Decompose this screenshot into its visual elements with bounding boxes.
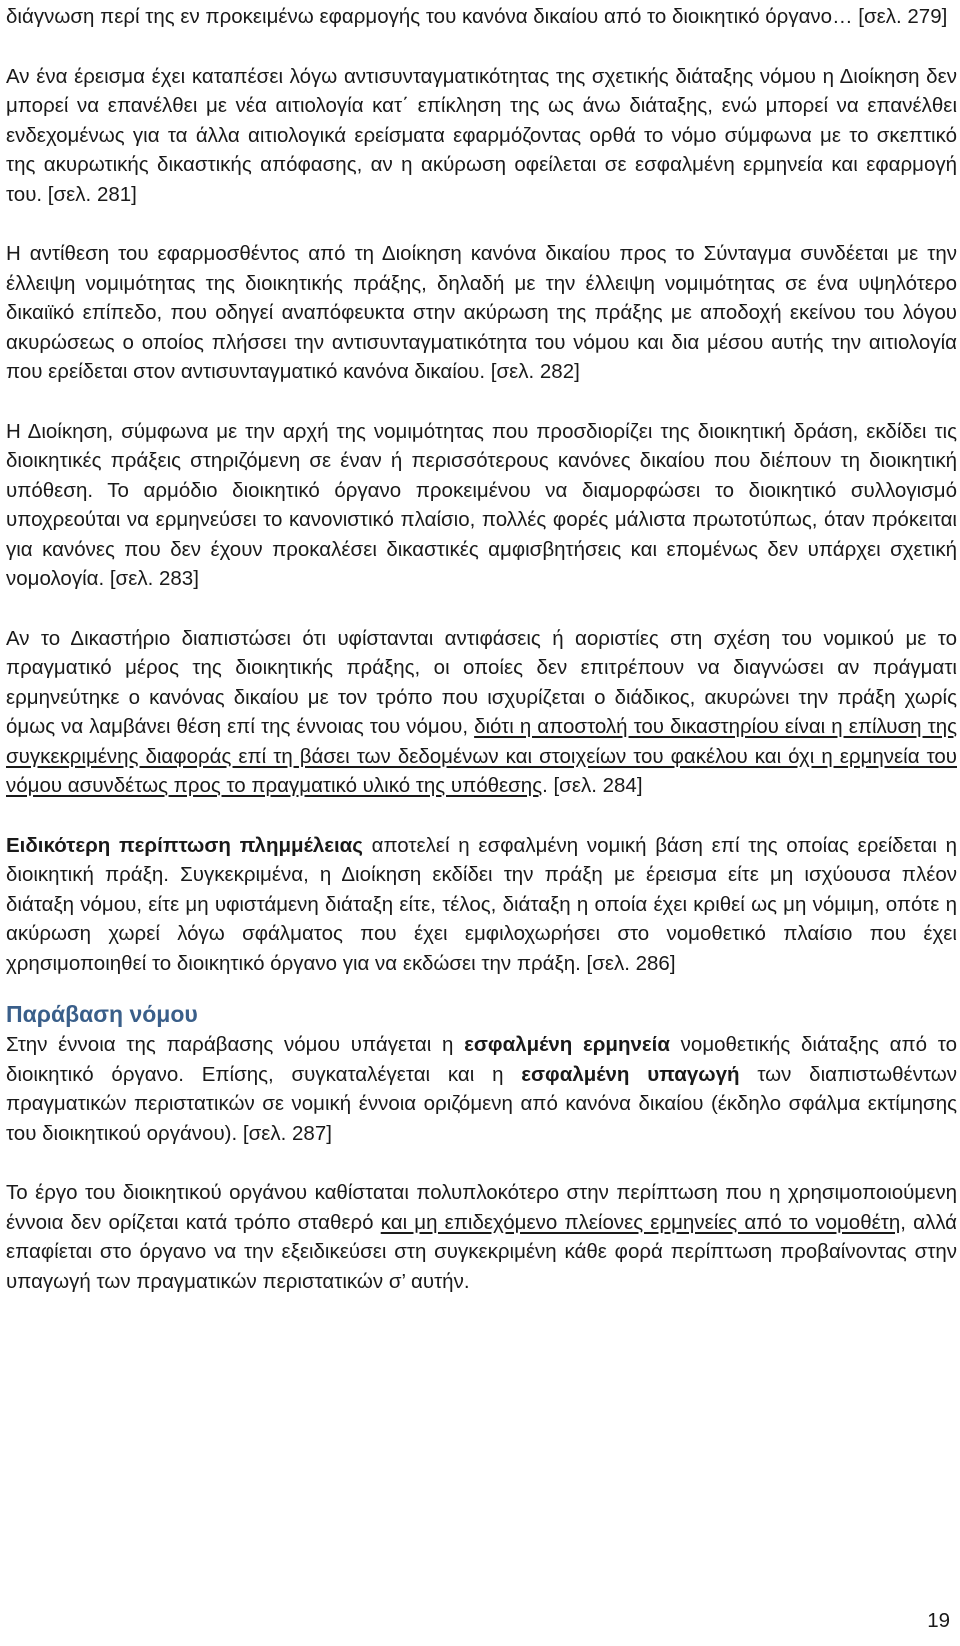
paragraph-3	[6, 239, 957, 387]
paragraph-8-text-b: , αλλά επαφίεται στο όργανο να την εξειδικεύσει στη συγκεκριμένη κάθε φορά περίπτωση προβαίνοντας στην υπαγωγή των πραγματικών περιστατικών σ’ αυτήν.	[6, 1210, 957, 1293]
paragraph-1-text: διάγνωση περί της εν προκειμένω εφαρμογής του κανόνα δικαίου από το διοικητικό όργανο… [σελ. 279]	[6, 5, 948, 28]
paragraph-7-bold-term-2: εσφαλμένη υπαγωγή	[521, 1062, 740, 1086]
paragraph-8-text-a: Το έργο του διοικητικού οργάνου καθίσταται πολυπλοκότερο στην περίπτωση που η χρησιμοποιούμενη έννοια δεν ορίζεται κατά τρόπο σταθερό	[6, 1181, 957, 1234]
paragraph-7-bold-term-1: εσφαλμένη ερμηνεία	[464, 1033, 670, 1056]
paragraph-5-underlined-text: διότι η αποστολή του δικαστηρίου είναι η επίλυση της συγκεκριμένης διαφοράς επί τη βάσει των δεδομένων και στοιχείων του φακέλου και όχι η ερμηνεία του νόμου ασυνδέτως προς το πραγματικό υλικό της υπόθεσης	[6, 715, 957, 797]
paragraph-5-citation: . [σελ. 284]	[542, 774, 643, 797]
paragraph-6-bold-lead: Ειδικότερη περίπτωση πλημμέλειας	[6, 833, 363, 857]
paragraph-3-text: Η αντίθεση του εφαρμοσθέντος από τη Διοίκηση κανόνα δικαίου προς το Σύνταγμα συνδέεται με την έλλειψη νομιμότητας της διοικητικής πράξης, δηλαδή με την έλλειψη νομιμότητας σε ένα υψηλότερο δικαιϊκό επίπεδο, που οδηγεί αναπόφευκτα στην ακύρωση της πράξης με αποδοχή εκείνου του λόγου ακυρώσεως ο οποίος πλήσσει την αντισυνταγματικότητα του νόμου και δια μέσου αυτής την αιτιολογία που ερείδεται στον αντισυνταγματικό κανόνα δικαίου. [σελ. 282]	[6, 242, 957, 383]
section-heading: Παράβαση νόμου	[6, 1001, 198, 1027]
paragraph-6-text: αποτελεί η εσφαλμένη νομική βάση επί της οποίας ερείδεται η διοικητική πράξη. Συγκεκριμένα, η Διοίκηση εκδίδει την πράξη με έρεισμα είτε μη ισχύουσα πλέον διάταξη νόμου, είτε μη υφιστάμενη διάταξη είτε, τέλος, διάταξη η οποία έχει κριθεί ως μη νόμιμη, οπότε η ακύρωση χωρεί λόγω σφάλματος που έχει εμφιλοχωρήσει στο νομοθετικό πλαίσιο που έχει χρησιμοποιηθεί το διοικητικό όργανο για να εκδώσει την πράξη. [σελ. 286]	[6, 833, 957, 975]
paragraph-4	[6, 417, 957, 594]
paragraph-4-text: Η Διοίκηση, σύμφωνα με την αρχή της νομιμότητας που προσδιορίζει της διοικητική δράση, εκδίδει τις διοικητικές πράξεις στηριζόμενη σε έναν ή περισσότερους κανόνες δικαίου που διέπουν τη διοικητική υπόθεση. Το αρμόδιο διοικητικό όργανο προκειμένου να διαμορφώσει το διοικητικό συλλογισμό υποχρεούται να ερμηνεύσει το κανονιστικό πλαίσιο, πολλές φορές μάλιστα πρωτοτύπως, όταν πρόκειται για κανόνες που δεν έχουν προκαλέσει δικαστικές αμφισβητήσεις και επομένως δεν υπάρχει σχετική νομολογία. [σελ. 283]	[6, 419, 957, 590]
paragraph-7	[6, 1030, 957, 1148]
page-number: 19	[927, 1609, 950, 1632]
paragraph-8	[6, 1178, 957, 1296]
paragraph-8-underlined-text: και μη επιδεχόμενο πλείονες ερμηνείες από το νομοθέτη	[380, 1210, 901, 1234]
paragraph-2-text: Αν ένα έρεισμα έχει καταπέσει λόγω αντισυνταγματικότητας της σχετικής διάταξης νόμου η Διοίκηση δεν μπορεί να επανέλθει με νέα αιτιολογία κατ΄ επίκληση της ως άνω διάταξης, ενώ μπορεί να επανέλθει ενδεχομένως για τα άλλα αιτιολογικά ερείσματα εφαρμόζοντας ορθά το νόμο σύμφωνα με το σκεπτικό της ακυρωτικής δικαστικής απόφασης, αν η ακύρωση οφείλεται σε εσφαλμένη ερμηνεία και εφαρμογή του. [σελ. 281]	[6, 64, 957, 206]
paragraph-5-text-start: Αν το Δικαστήριο διαπιστώσει ότι υφίστανται αντιφάσεις ή αοριστίες στη σχέση του νομικού με το πραγματικό μέρος της διοικητικής πράξης, οι οποίες δεν επιτρέπουν να διαγνώσει αν πράγματι ερμηνεύτηκε ο κανόνας δικαίου με τον τρόπο που ισχυρίζεται ο διάδικος, ακυρώνει την πράξη χωρίς όμως να λαμβάνει θέση επί της έννοιας του νόμου,	[6, 626, 957, 738]
paragraph-6	[6, 831, 957, 979]
document-page	[6, 2, 957, 1296]
paragraph-7-text-b: νομοθετικής διάταξης από το διοικητικό όργανο. Επίσης, συγκαταλέγεται και η	[6, 1033, 957, 1086]
paragraph-7-text-c: των διαπιστωθέντων πραγματικών περιστατικών σε νομική έννοια οριζόμενη από κανόνα δικαίου (έκδηλο σφάλμα εκτίμησης του διοικητικού οργάνου). [σελ. 287]	[6, 1062, 958, 1145]
paragraph-1	[6, 2, 957, 32]
paragraph-7-text-a: Στην έννοια της παράβασης νόμου υπάγεται η	[6, 1033, 465, 1056]
paragraph-5	[6, 624, 957, 801]
paragraph-2	[6, 62, 957, 210]
